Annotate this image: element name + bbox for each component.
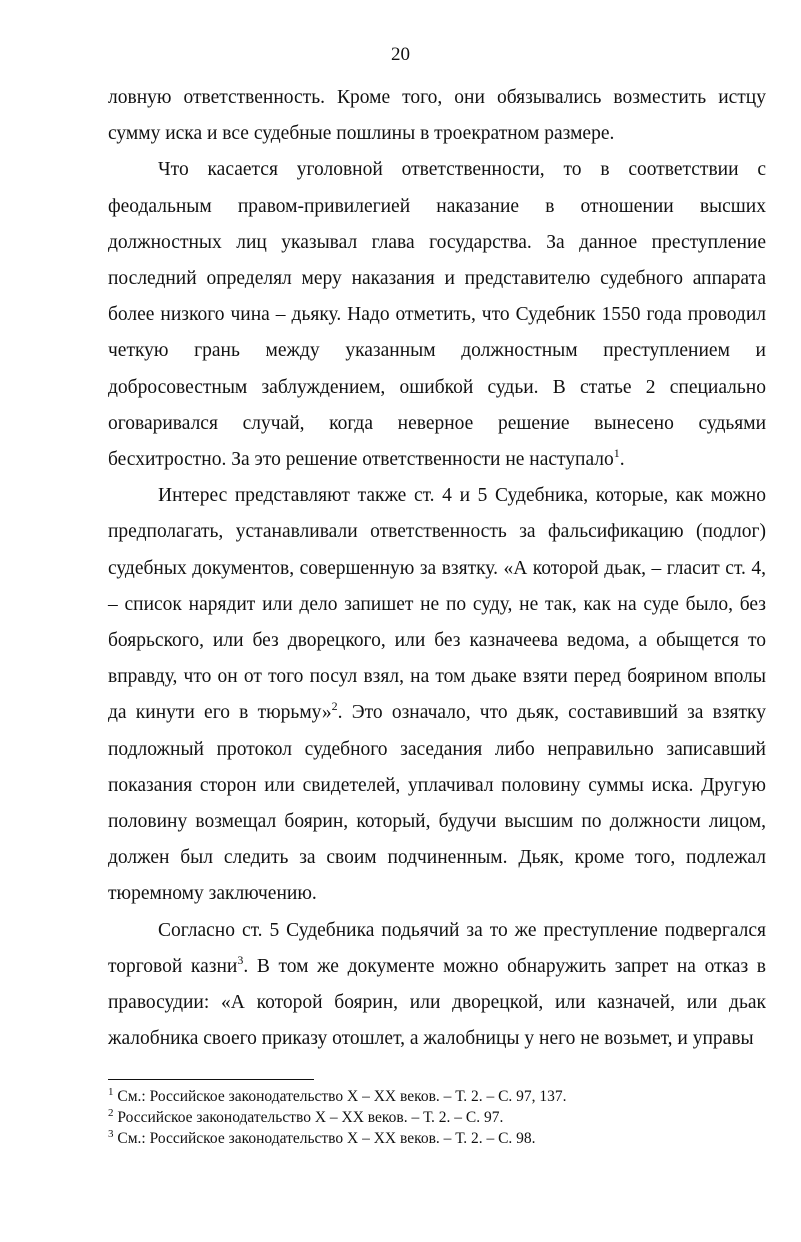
footnote-2 [108,1107,766,1128]
footnote-3 [108,1128,766,1149]
footnote-reference: 3 [237,952,244,967]
footnote-text: Российское законодательство X – XX веков. – Т. 2. – С. 97. [117,1109,504,1126]
paragraph-text: ловную ответственность. Кроме того, они обязывались возместить истцу сумму иска и все судебные пошлины в троекратном размере. [108,87,766,145]
body-text [108,80,766,1057]
paragraph-text: Согласно ст. 5 Судебника подьячий за то же преступление подвергался торговой казни [108,919,766,977]
footnote-marker: 2 [108,1107,114,1119]
footnote-reference: 1 [613,446,620,461]
footnote-marker: 1 [108,1086,114,1098]
footnote-text: См.: Российское законодательство X – XX веков. – Т. 2. – С. 98. [117,1130,536,1147]
page-number: 20 [391,44,410,65]
paragraph-4 [108,913,766,1058]
paragraph-text: . В том же документе можно обнаружить запрет на отказ в правосудии: «А которой боярин, или дворецкой, или казначей, или дьак жалобника своего приказу отошлет, а жалобницы у него не возьмет, и управы [108,955,766,1050]
footnote-text: См.: Российское законодательство X – XX веков. – Т. 2. – С. 97, 137. [117,1088,567,1105]
paragraph-text: . Это означало, что дьяк, составивший за взятку подложный протокол судебного заседания либо неправильно записавший показания сторон или свидетелей, уплачивал половину суммы иска. Другую половину возмещал боярин, который, будучи высшим по должности лицом, должен был следить за своим подчиненным. Дьяк, кроме того, подлежал тюремному заключению. [108,702,767,905]
footnotes [108,1086,766,1149]
paragraph-text: Интерес представляют также ст. 4 и 5 Судебника, которые, как можно предполагать, устанавливали ответственность за фальсификацию (подлог) судебных документов, совершенную за взятку. «А которой дьак, – гласит ст. 4, – список нарядит или дело запишет не по суду, не так, как на суде было, без боярьского, или без дворецкого, или без казначеева ведома, а обыщется то вправду, что он от того посул взял, на том дьаке взяти перед боярином вполы да кинути его в тюрьму» [108,485,766,724]
paragraph-2 [108,152,766,478]
footnote-marker: 3 [108,1128,114,1140]
footnote-reference: 2 [331,699,338,714]
paragraph-text: . [619,449,625,471]
footnote-1 [108,1086,766,1107]
paragraph-text: Что касается уголовной ответственности, то в соответствии с феодальным правом-привилегией наказание в отношении высших должностных лиц указывал глава государства. За данное преступление последний определял меру наказания и представителю судебного аппарата более низкого чина – дьяку. Надо отметить, что Судебник 1550 года проводил четкую грань между указанным должностным преступлением и добросовестным заблуждением, ошибкой судьи. В статье 2 специально оговаривался случай, когда неверное решение вынесено судьями бесхитростно. За это решение ответственности не наступало [108,159,766,471]
paragraph-1 [108,80,766,152]
paragraph-3 [108,478,766,912]
footnote-divider [108,1079,314,1080]
